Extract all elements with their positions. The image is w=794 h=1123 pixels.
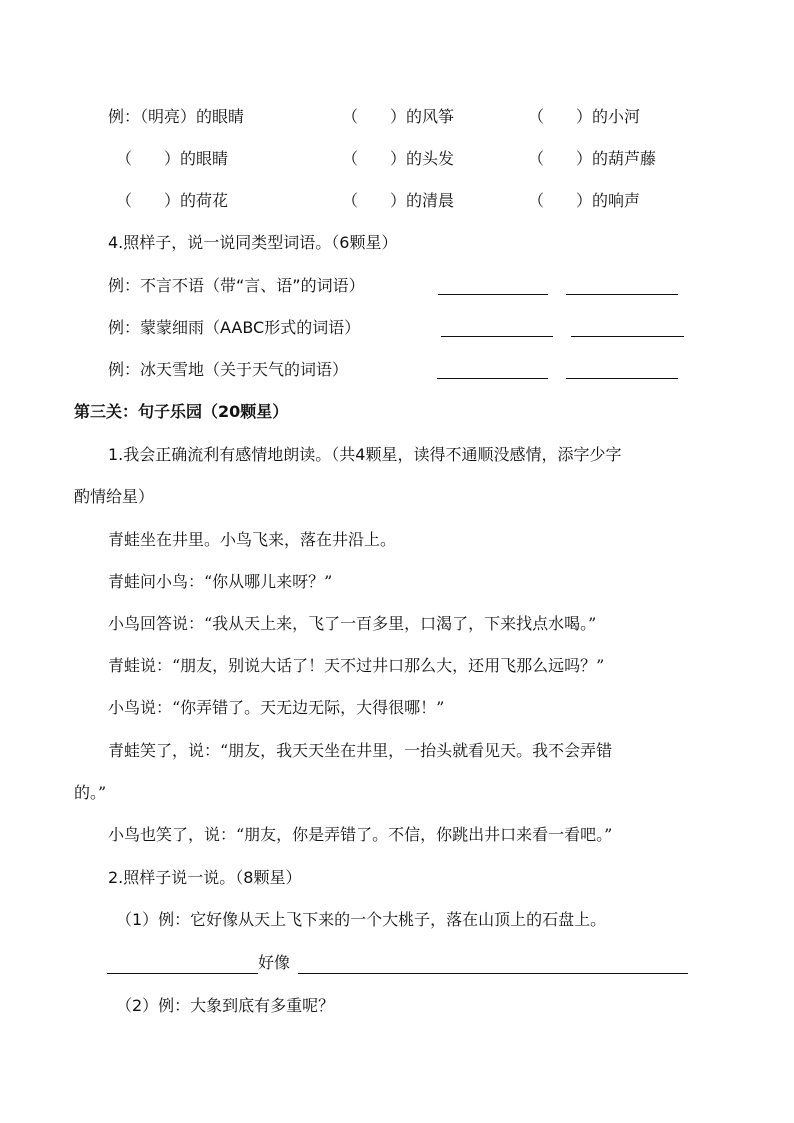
answer-blank[interactable] <box>571 336 684 337</box>
example-line: 例：蒙蒙细雨（AABC形式的词语） <box>108 318 361 337</box>
grid-cell: （ ）的小河 <box>528 107 641 126</box>
example-line: （1）例：它好像从天上飞下来的一个大桃子，落在山顶上的石盘上。 <box>116 910 607 929</box>
question-title: 1.我会正确流利有感情地朗读。（共4颗星，读得不通顺没感情，添字少字 <box>108 445 622 464</box>
answer-blank[interactable] <box>441 336 553 337</box>
grid-cell: （ ）的葫芦藤 <box>528 149 657 168</box>
passage-line: 小鸟说：“你弄错了。天无边无际，大得很哪！” <box>108 698 445 717</box>
grid-cell: （ ）的响声 <box>528 191 641 210</box>
example-line: 例：不言不语（带“言、语”的词语） <box>108 276 365 295</box>
answer-blank[interactable] <box>566 378 678 379</box>
grid-cell: 例：（明亮）的眼睛 <box>108 107 245 126</box>
question-title-continued: 酌情给星） <box>74 487 155 506</box>
answer-blank[interactable] <box>298 973 688 974</box>
passage-line: 青蛙说：“朋友，别说大话了！天不过井口那么大，还用飞那么远吗？” <box>108 656 605 675</box>
question-title: 2.照样子说一说。（8颗星） <box>108 868 302 887</box>
passage-line: 青蛙坐在井里。小鸟飞来，落在井沿上。 <box>108 530 397 549</box>
example-line: 例：冰天雪地（关于天气的词语） <box>108 360 349 379</box>
passage-line: 青蛙笑了，说：“朋友，我天天坐在井里，一抬头就看见天。我不会弄错 <box>108 741 613 760</box>
answer-blank[interactable] <box>438 294 548 295</box>
passage-line: 小鸟回答说：“我从天上来，飞了一百多里，口渴了，下来找点水喝。” <box>108 614 597 633</box>
passage-line: 小鸟也笑了，说：“朋友，你是弄错了。不信，你跳出井口来看一看吧。” <box>108 825 613 844</box>
answer-blank[interactable] <box>437 378 548 379</box>
grid-cell: （ ）的荷花 <box>116 191 229 210</box>
grid-cell: （ ）的眼睛 <box>116 149 229 168</box>
passage-line: 的。” <box>74 783 107 802</box>
question-title: 4.照样子，说一说同类型词语。（6颗星） <box>108 233 398 252</box>
section-heading: 第三关：句子乐园（20颗星） <box>74 402 289 421</box>
grid-cell: （ ）的清晨 <box>342 191 455 210</box>
answer-blank[interactable] <box>107 973 258 974</box>
grid-cell: （ ）的头发 <box>342 149 455 168</box>
answer-blank[interactable] <box>566 294 678 295</box>
example-line: （2）例：大象到底有多重呢？ <box>116 996 335 1015</box>
grid-cell: （ ）的风筝 <box>342 107 455 126</box>
passage-line: 青蛙问小鸟：“你从哪儿来呀？” <box>108 572 333 591</box>
connector-word: 好像 <box>258 953 291 972</box>
